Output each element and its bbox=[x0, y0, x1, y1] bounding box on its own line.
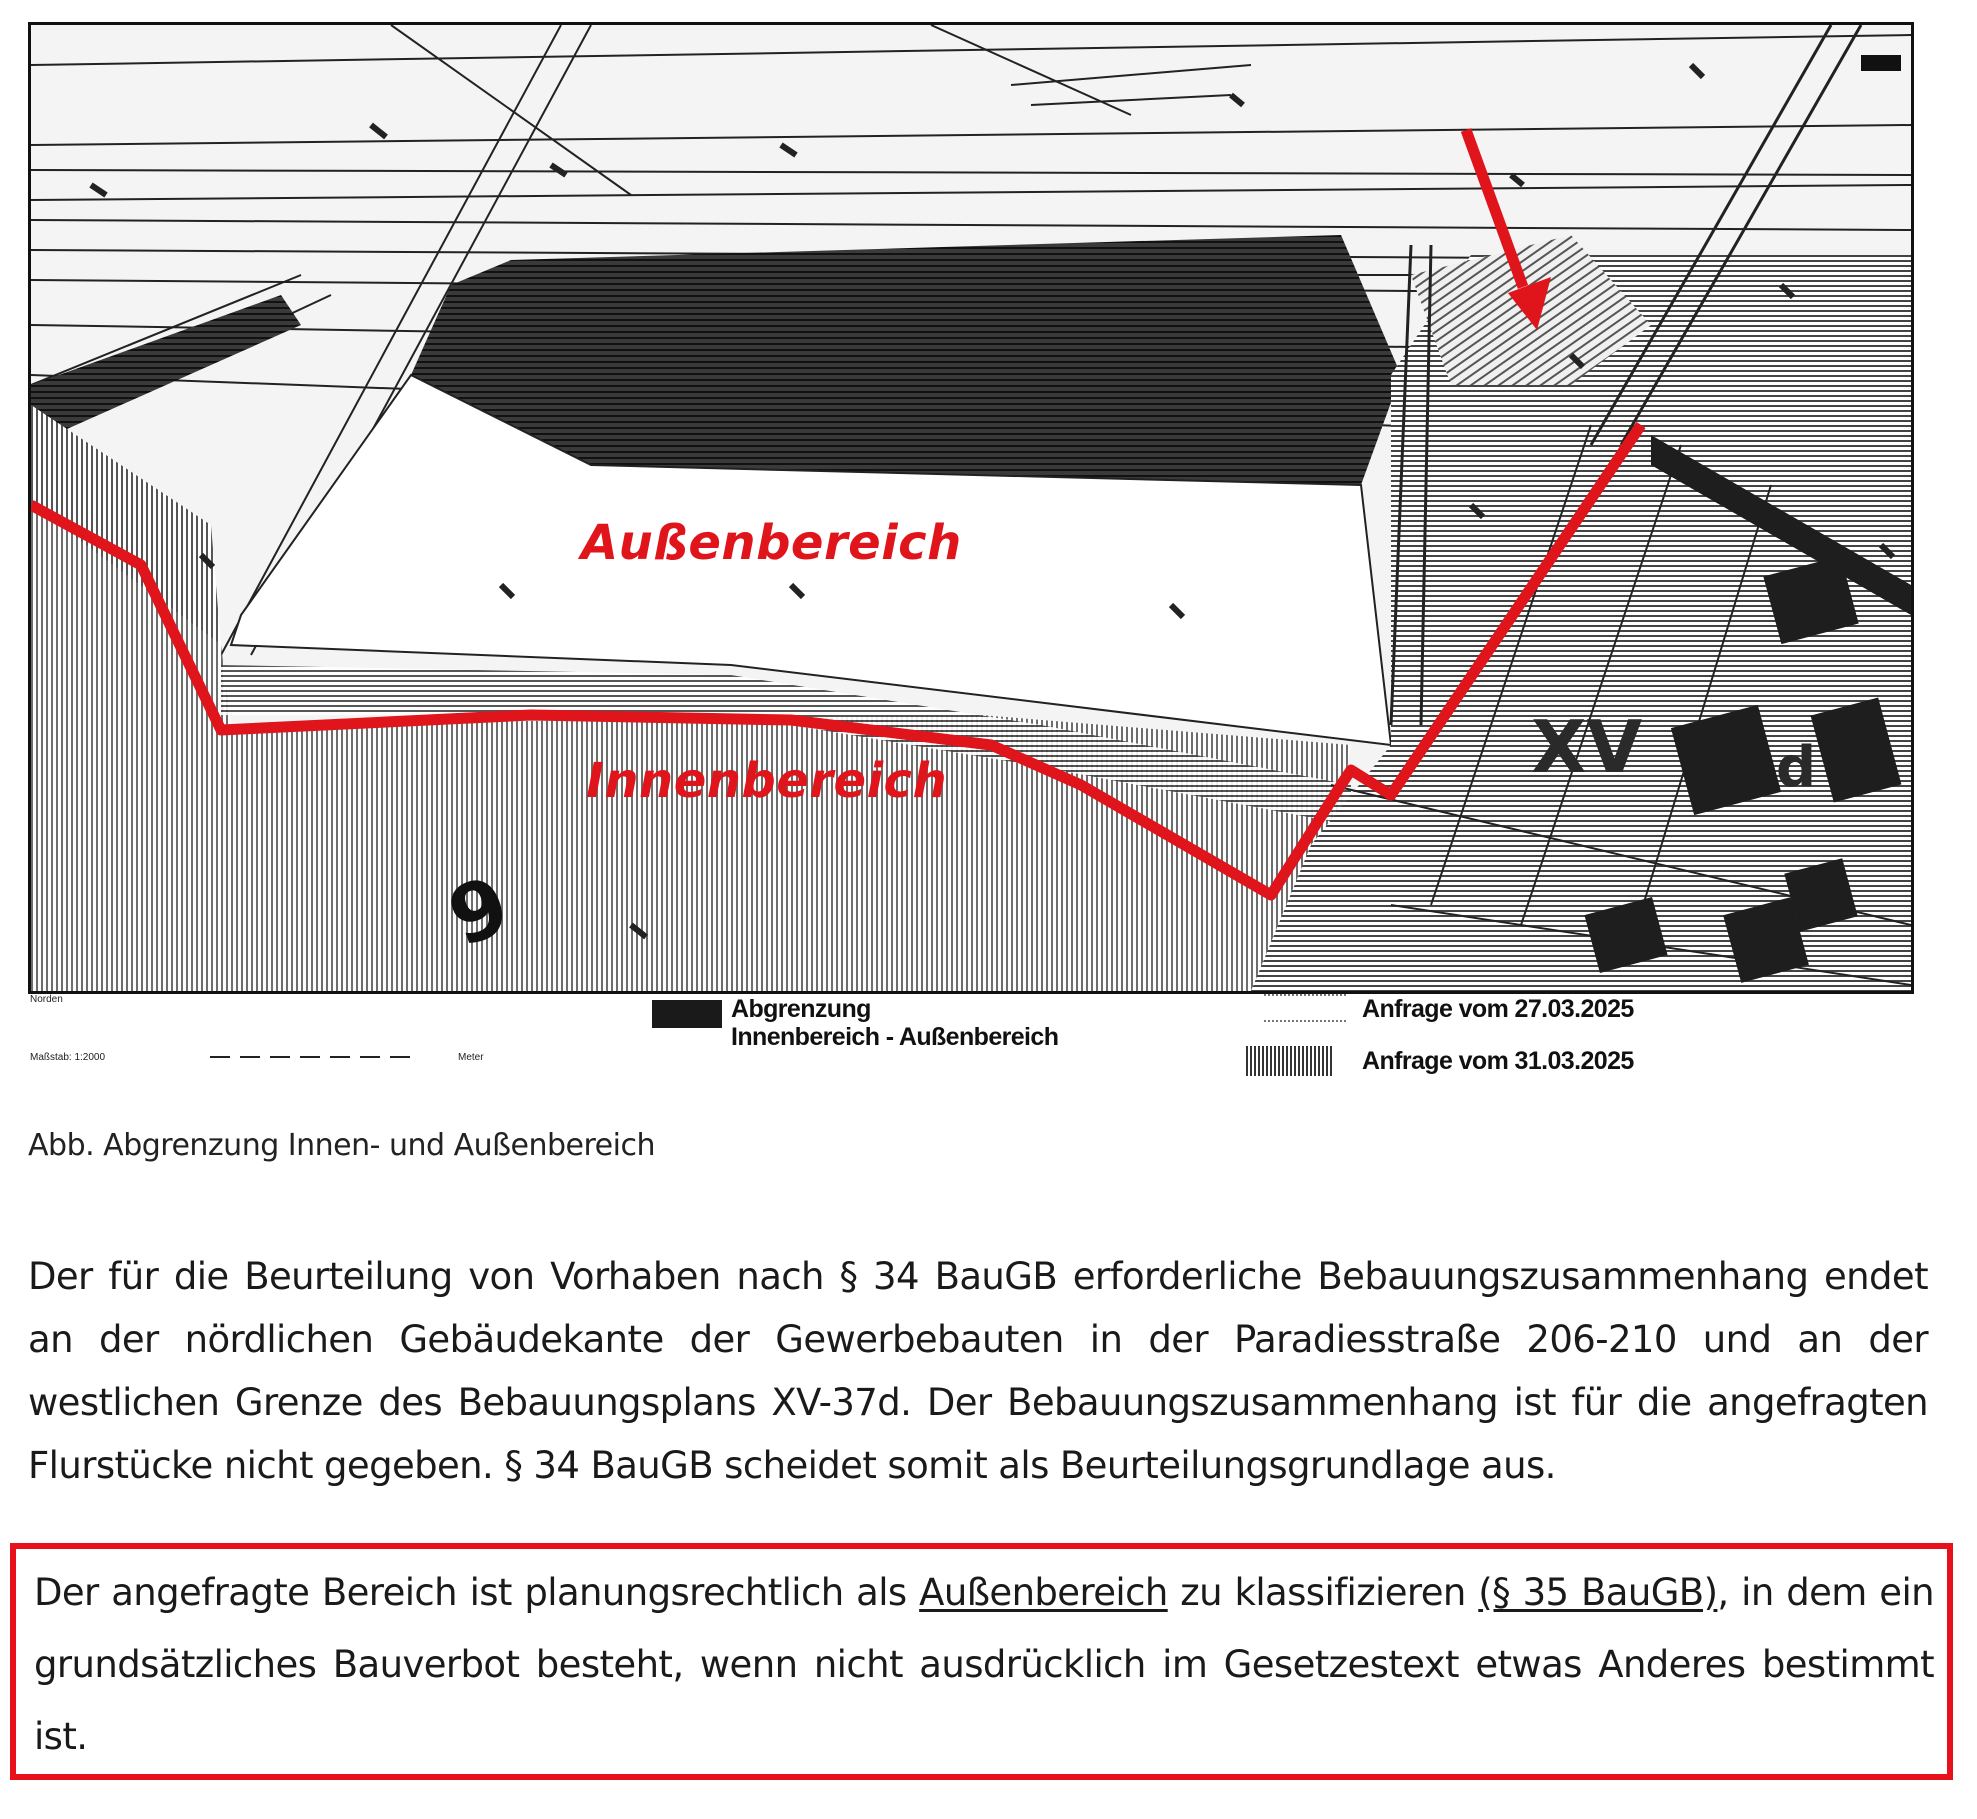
link-paragraph-35[interactable]: (§ 35 BauGB) bbox=[1478, 1571, 1718, 1614]
legend-boundary-line2: Innenbereich - Außenbereich bbox=[731, 1023, 1059, 1051]
scale-unit: Meter bbox=[458, 1052, 484, 1063]
label-plan-suffix: d bbox=[1776, 735, 1817, 800]
north-label: Norden bbox=[30, 994, 63, 1005]
legend-boundary-line1: Abgrenzung bbox=[731, 995, 871, 1023]
request-1-swatch bbox=[1264, 994, 1346, 1022]
figure-caption: Abb. Abgrenzung Innen- und Außenbereich bbox=[28, 1128, 655, 1163]
scale-bar bbox=[210, 1056, 420, 1058]
scale-label: Maßstab: 1:2000 bbox=[30, 1052, 106, 1063]
request-2-swatch bbox=[1246, 1046, 1334, 1076]
highlight-box bbox=[10, 1543, 1953, 1780]
label-plan-number: XV bbox=[1531, 705, 1643, 789]
link-aussenbereich[interactable]: Außenbereich bbox=[919, 1571, 1168, 1614]
label-outer-area: Außenbereich bbox=[581, 515, 962, 571]
legend-request-2: Anfrage vom 31.03.2025 bbox=[1362, 1047, 1634, 1075]
site-map bbox=[28, 22, 1914, 994]
notice-text-2: zu klassifizieren bbox=[1167, 1571, 1479, 1614]
dark-area-center bbox=[411, 235, 1401, 485]
map-drawing bbox=[31, 25, 1911, 991]
legend-request-1: Anfrage vom 27.03.2025 bbox=[1362, 995, 1634, 1023]
label-inner-area: Innenbereich bbox=[586, 753, 948, 809]
body-paragraph: Der für die Beurteilung von Vorhaben nach § 34 BauGB erforderliche Bebauungszusammenhang endet an der nördlichen Gebäudekante der Gewerbebauten in der Paradiesstraße 206-210 und an der westlichen Grenze des Bebauungsplans XV-37d. Der Bebauungszusammenhang ist für die angefragten Flurstücke nicht gegeben. § 34 BauGB scheidet somit als Beurteilungsgrundlage aus. bbox=[28, 1255, 1928, 1487]
boundary-swatch bbox=[652, 1000, 722, 1028]
label-block-number: 9 bbox=[436, 858, 521, 965]
notice-text-1: Der angefragte Bereich ist planungsrechtlich als bbox=[34, 1571, 920, 1614]
notice-text-3: , in dem ein grundsätzliches Bauverbot besteht, wenn nicht ausdrücklich im Gesetzestext etwas Anderes bestimmt ist. bbox=[34, 1571, 1934, 1758]
map-marker-box bbox=[1861, 55, 1901, 71]
notice-paragraph bbox=[34, 1557, 1934, 1773]
